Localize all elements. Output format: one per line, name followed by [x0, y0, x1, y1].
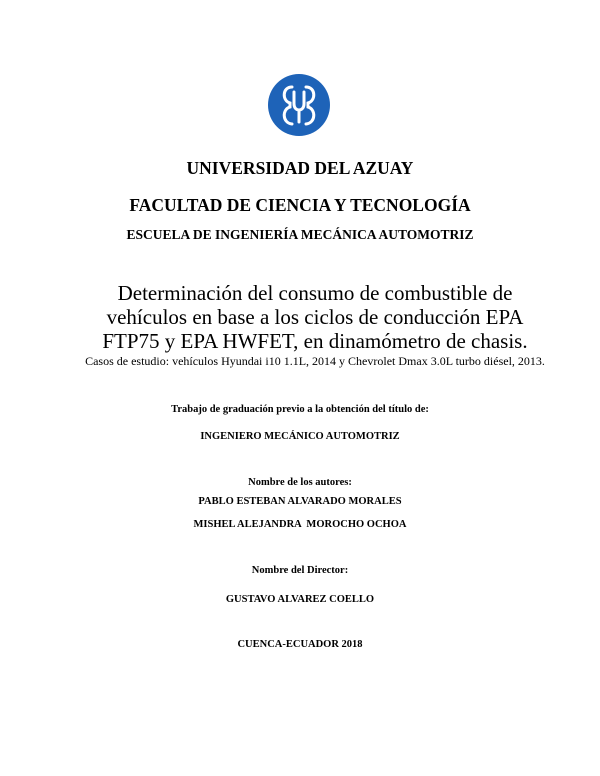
director-name: GUSTAVO ALVAREZ COELLO	[225, 594, 375, 605]
thesis-title: Determinación del consumo de combustible de vehículos en base a los ciclos de conducción EPA FTP75 y EPA HWFET, en dinamómetro de chasis.	[102, 281, 528, 353]
school-name: ESCUELA DE INGENIERÍA MECÁNICA AUTOMOTRIZ	[126, 227, 474, 242]
authors-label: Nombre de los autores:	[248, 477, 352, 488]
director-label: Nombre del Director:	[251, 565, 349, 576]
degree-label: Trabajo de graduación previo a la obtención del título de:	[171, 404, 429, 415]
author-name: MISHEL ALEJANDRA MOROCHO OCHOA	[193, 519, 407, 530]
thesis-subtitle: Casos de estudio: vehículos Hyundai i10 1.1L, 2014 y Chevrolet Dmax 3.0L turbo diésel, 2013.	[85, 354, 545, 368]
author-name: PABLO ESTEBAN ALVARADO MORALES	[198, 496, 402, 507]
place-year: CUENCA-ECUADOR 2018	[237, 639, 363, 650]
degree-title: INGENIERO MECÁNICO AUTOMOTRIZ	[200, 431, 400, 442]
university-name: UNIVERSIDAD DEL AZUAY	[186, 158, 414, 178]
faculty-name: FACULTAD DE CIENCIA Y TECNOLOGÍA	[129, 195, 471, 215]
seal-circle	[268, 74, 330, 136]
university-seal-icon	[268, 74, 330, 136]
